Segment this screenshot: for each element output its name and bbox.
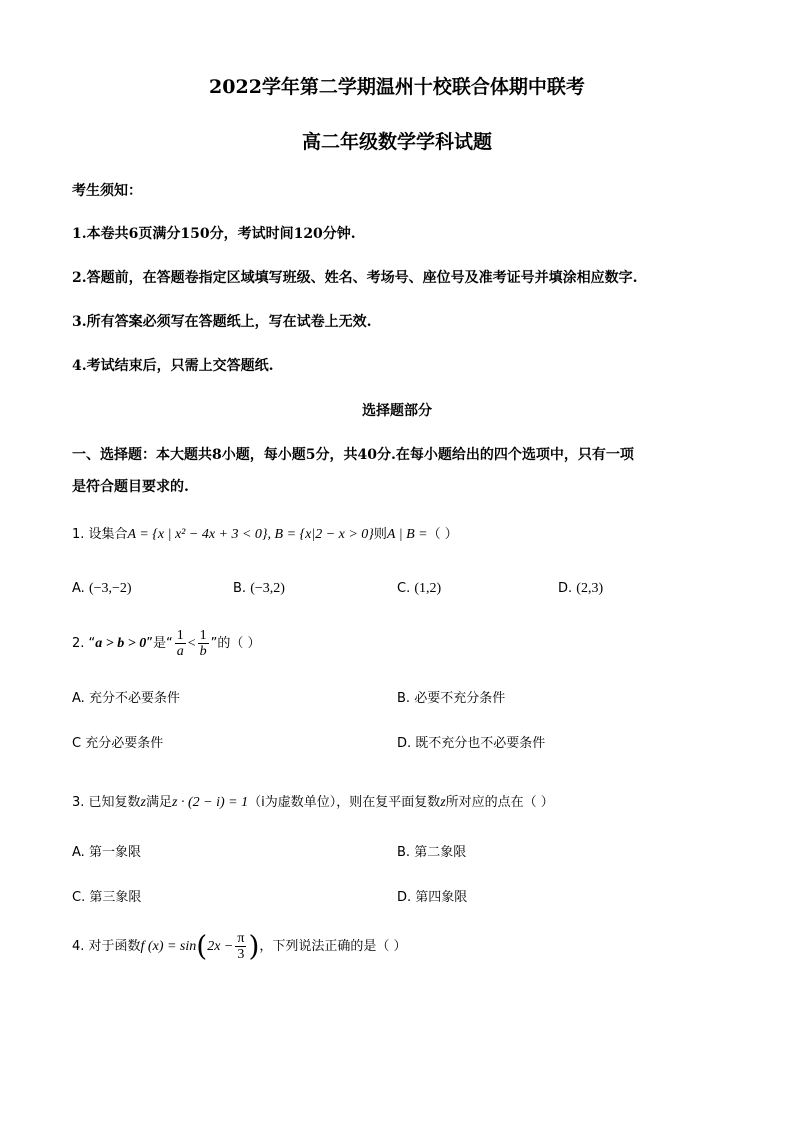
- q1-mid: 则: [373, 527, 387, 542]
- question-4: 4. 对于函数f (x) = sin(2x − $\frac{\pi}{3}$ )，下列说法正确的是（ ）: [72, 929, 407, 963]
- exam-title: 2022学年第二学期温州十校联合体期中联考: [209, 76, 585, 98]
- q1-option-b: B. (−3,2): [233, 581, 285, 596]
- notice-item-1: 1.本卷共6页满分150分，考试时间120分钟.: [72, 226, 356, 242]
- q2-frac-1-over-a: $\frac{1}{a}$: [176, 628, 184, 659]
- q3-option-d: D. 第四象限: [397, 890, 468, 905]
- q2-option-d: D. 既不充分也不必要条件: [397, 736, 546, 751]
- q3-equation: z · (2 − i) = 1: [172, 795, 249, 810]
- q2-option-a: A. 充分不必要条件: [72, 691, 180, 706]
- q1-prefix: 1. 设集合: [72, 527, 128, 542]
- q2-option-b: B. 必要不充分条件: [397, 691, 506, 706]
- section-instruction-line1: 一、选择题：本大题共8小题，每小题5分，共40分.在每小题给出的四个选项中，只有一项: [72, 447, 634, 463]
- section-title: 选择题部分: [362, 403, 432, 419]
- q1-set-b: , B = {x|2 − x > 0}: [267, 527, 374, 542]
- question-3: 3. 已知复数z满足z · (2 − i) = 1（i为虚数单位），则在复平面复数z所对应的点在（ ）: [72, 795, 554, 810]
- q1-option-c: C. (1,2): [397, 581, 442, 596]
- notice-heading: 考生须知：: [72, 183, 142, 199]
- q1-blank: （ ）: [427, 527, 458, 542]
- notice-item-4: 4.考试结束后，只需上交答题纸.: [72, 358, 274, 374]
- notice-item-3: 3.所有答案必须写在答题纸上，写在试卷上无效.: [72, 314, 372, 330]
- q1-option-d: D. (2,3): [558, 581, 604, 596]
- q3-option-a: A. 第一象限: [72, 845, 141, 860]
- question-1: [72, 523, 458, 543]
- q1-expr: A | B =: [386, 527, 428, 542]
- q4-frac-pi-over-3: $\frac{\pi}{3}$: [237, 931, 245, 962]
- notice-item-2: 2.答题前，在答题卷指定区域填写班级、姓名、考场号、座位号及准考证号并填涂相应数字.: [72, 270, 638, 286]
- exam-subtitle: 高二年级数学学科试题: [301, 131, 492, 153]
- q1-set-a: A = {x | x² − 4x + 3 < 0}: [127, 527, 268, 542]
- q3-option-c: C. 第三象限: [72, 890, 142, 905]
- q2-option-c: C 充分必要条件: [72, 736, 164, 751]
- q2-condition: a > b > 0: [95, 636, 147, 651]
- q4-function: f (x) = sin: [140, 939, 197, 954]
- q3-option-b: B. 第二象限: [397, 845, 467, 860]
- section-instruction-line2: 是符合题目要求的.: [72, 479, 189, 495]
- question-2: 2. “a > b > 0”是“ $\frac{1}{a}$ < $\frac{1}{b}$ ”的（ ）: [72, 628, 261, 659]
- q2-frac-1-over-b: $\frac{1}{b}$: [199, 628, 207, 659]
- q1-option-a: A. (−3,−2): [72, 581, 132, 596]
